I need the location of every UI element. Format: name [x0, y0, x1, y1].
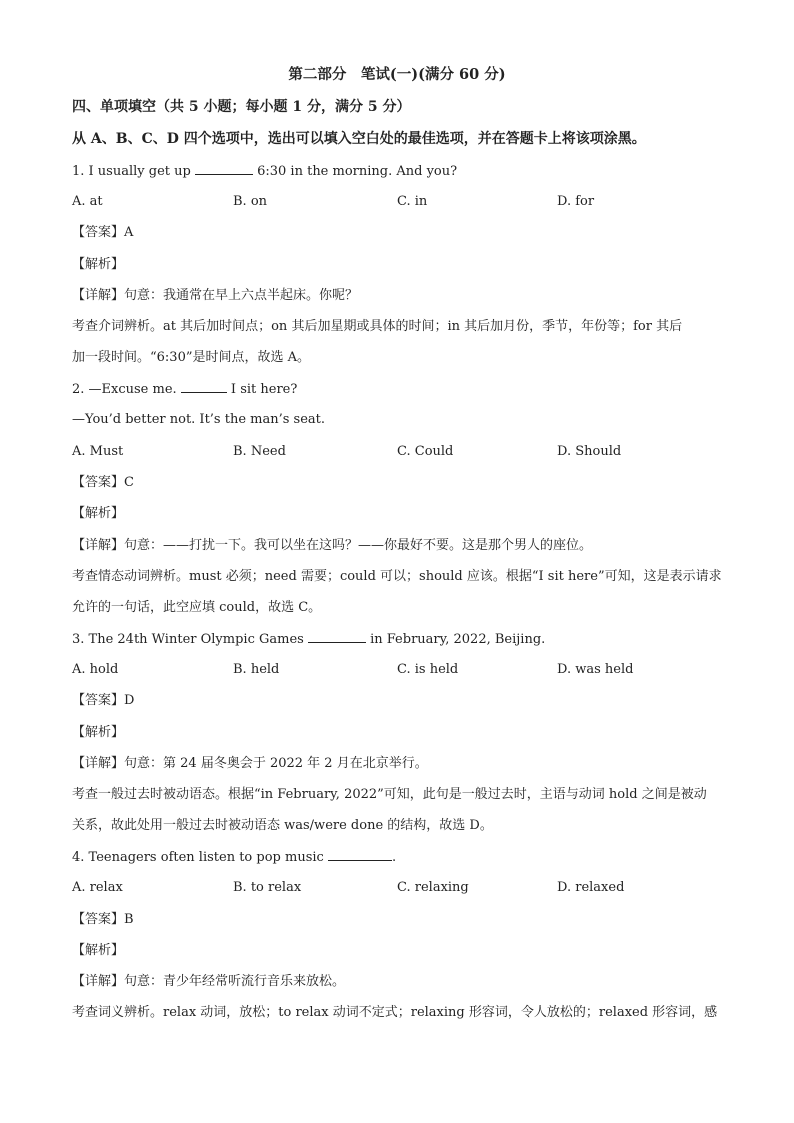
- question-4-analysis-label: 【解析】: [72, 943, 125, 958]
- detail-line: 关系，故此处用一般过去时被动语态 was/were done 的结构，故选 D。: [72, 818, 493, 833]
- question-4-stem: [72, 848, 734, 867]
- answer-blank: [308, 630, 366, 643]
- question-4-option-a: A. relax: [72, 880, 123, 895]
- answer-value: B: [124, 912, 134, 927]
- question-4-stem-post: .: [391, 850, 397, 865]
- question-2-stem-post: I sit here?: [226, 382, 298, 397]
- detail-line: 考查一般过去时被动语态。根据“in February, 2022”可知，此句是一般过去时，主语与动词 hold 之间是被动: [72, 787, 707, 802]
- detail-line: 考查介词辨析。at 其后加时间点；on 其后加星期或具体的时间；in 其后加月份，季节，年份等；for 其后: [72, 319, 683, 334]
- answer-value: D: [124, 693, 135, 708]
- question-2-stem-pre: 2. —Excuse me.: [72, 382, 181, 397]
- question-2-option-b: B. Need: [233, 444, 286, 459]
- question-1-stem-post: 6:30 in the morning. And you?: [252, 164, 458, 179]
- question-4-option-c: C. relaxing: [397, 880, 469, 895]
- answer-blank: [328, 848, 392, 861]
- question-1-option-a: A. at: [72, 194, 103, 209]
- detail-line: 句意：我通常在早上六点半起床。你呢？: [124, 288, 359, 303]
- question-2-option-c: C. Could: [397, 444, 454, 459]
- question-3-stem: [72, 630, 734, 649]
- question-2-answer: [72, 474, 734, 492]
- question-4-stem-pre: 4. Teenagers often listen to pop music: [72, 850, 328, 865]
- question-3-option-c: C. is held: [397, 662, 459, 677]
- answer-label: 【答案】: [72, 693, 125, 708]
- question-3-answer: [72, 692, 734, 710]
- answer-blank: [181, 380, 227, 393]
- question-4-option-b: B. to relax: [233, 880, 302, 895]
- question-2-stem: [72, 380, 734, 399]
- answer-label: 【答案】: [72, 475, 125, 490]
- question-2-stem-line2: —You’d better not. It’s the man’s seat.: [72, 412, 326, 427]
- detail-line: 考查情态动词辨析。must 必须；need 需要；could 可以；should 应该。根据“I sit here”可知，这是表示请求: [72, 569, 722, 584]
- question-3-option-b: B. held: [233, 662, 280, 677]
- question-4-answer: [72, 911, 734, 929]
- question-2-analysis-label: 【解析】: [72, 506, 125, 521]
- answer-label: 【答案】: [72, 225, 125, 240]
- detail-line: 考查词义辨析。relax 动词，放松；to relax 动词不定式；relaxing 形容词，令人放松的；relaxed 形容词，感: [72, 1005, 718, 1020]
- question-3-option-a: A. hold: [72, 662, 119, 677]
- detail-line: 句意：——打扰一下。我可以坐在这吗？——你最好不要。这是那个男人的座位。: [124, 538, 593, 553]
- question-1-stem: [72, 162, 734, 181]
- detail-line: 句意：青少年经常听流行音乐来放松。: [124, 974, 346, 989]
- question-1-analysis-label: 【解析】: [72, 257, 125, 272]
- question-2-detail: [72, 537, 734, 555]
- question-2-option-d: D. Should: [557, 444, 622, 459]
- detail-line: 加一段时间。“6:30”是时间点，故选 A。: [72, 350, 311, 365]
- answer-blank: [195, 162, 253, 175]
- question-3-option-d: D. was held: [557, 662, 634, 677]
- question-4-option-d: D. relaxed: [557, 880, 625, 895]
- question-1-option-c: C. in: [397, 194, 428, 209]
- question-3-detail: [72, 755, 734, 773]
- question-3-stem-post: in February, 2022, Beijing.: [365, 632, 546, 647]
- page-title: 第二部分 笔试(一)(满分 60 分): [288, 66, 506, 83]
- question-3-analysis-label: 【解析】: [72, 725, 125, 740]
- detail-label: 【详解】: [72, 538, 125, 553]
- question-1-stem-pre: 1. I usually get up: [72, 164, 195, 179]
- detail-label: 【详解】: [72, 288, 125, 303]
- question-1-answer: [72, 224, 734, 242]
- question-1-detail: [72, 287, 734, 305]
- detail-line: 允许的一句话，此空应填 could，故选 C。: [72, 600, 322, 615]
- question-1-option-b: B. on: [233, 194, 268, 209]
- detail-label: 【详解】: [72, 756, 125, 771]
- question-2-option-a: A. Must: [72, 444, 124, 459]
- question-4-detail: [72, 973, 734, 991]
- section-instruction: 从 A、B、C、D 四个选项中，选出可以填入空白处的最佳选项，并在答题卡上将该项涂黑。: [72, 131, 646, 147]
- answer-value: C: [124, 475, 134, 490]
- question-1-option-d: D. for: [557, 194, 595, 209]
- section-heading: 四、单项填空（共 5 小题；每小题 1 分，满分 5 分）: [72, 99, 411, 115]
- detail-line: 句意：第 24 届冬奥会于 2022 年 2 月在北京举行。: [124, 756, 428, 771]
- answer-value: A: [124, 225, 134, 240]
- question-3-stem-pre: 3. The 24th Winter Olympic Games: [72, 632, 308, 647]
- answer-label: 【答案】: [72, 912, 125, 927]
- detail-label: 【详解】: [72, 974, 125, 989]
